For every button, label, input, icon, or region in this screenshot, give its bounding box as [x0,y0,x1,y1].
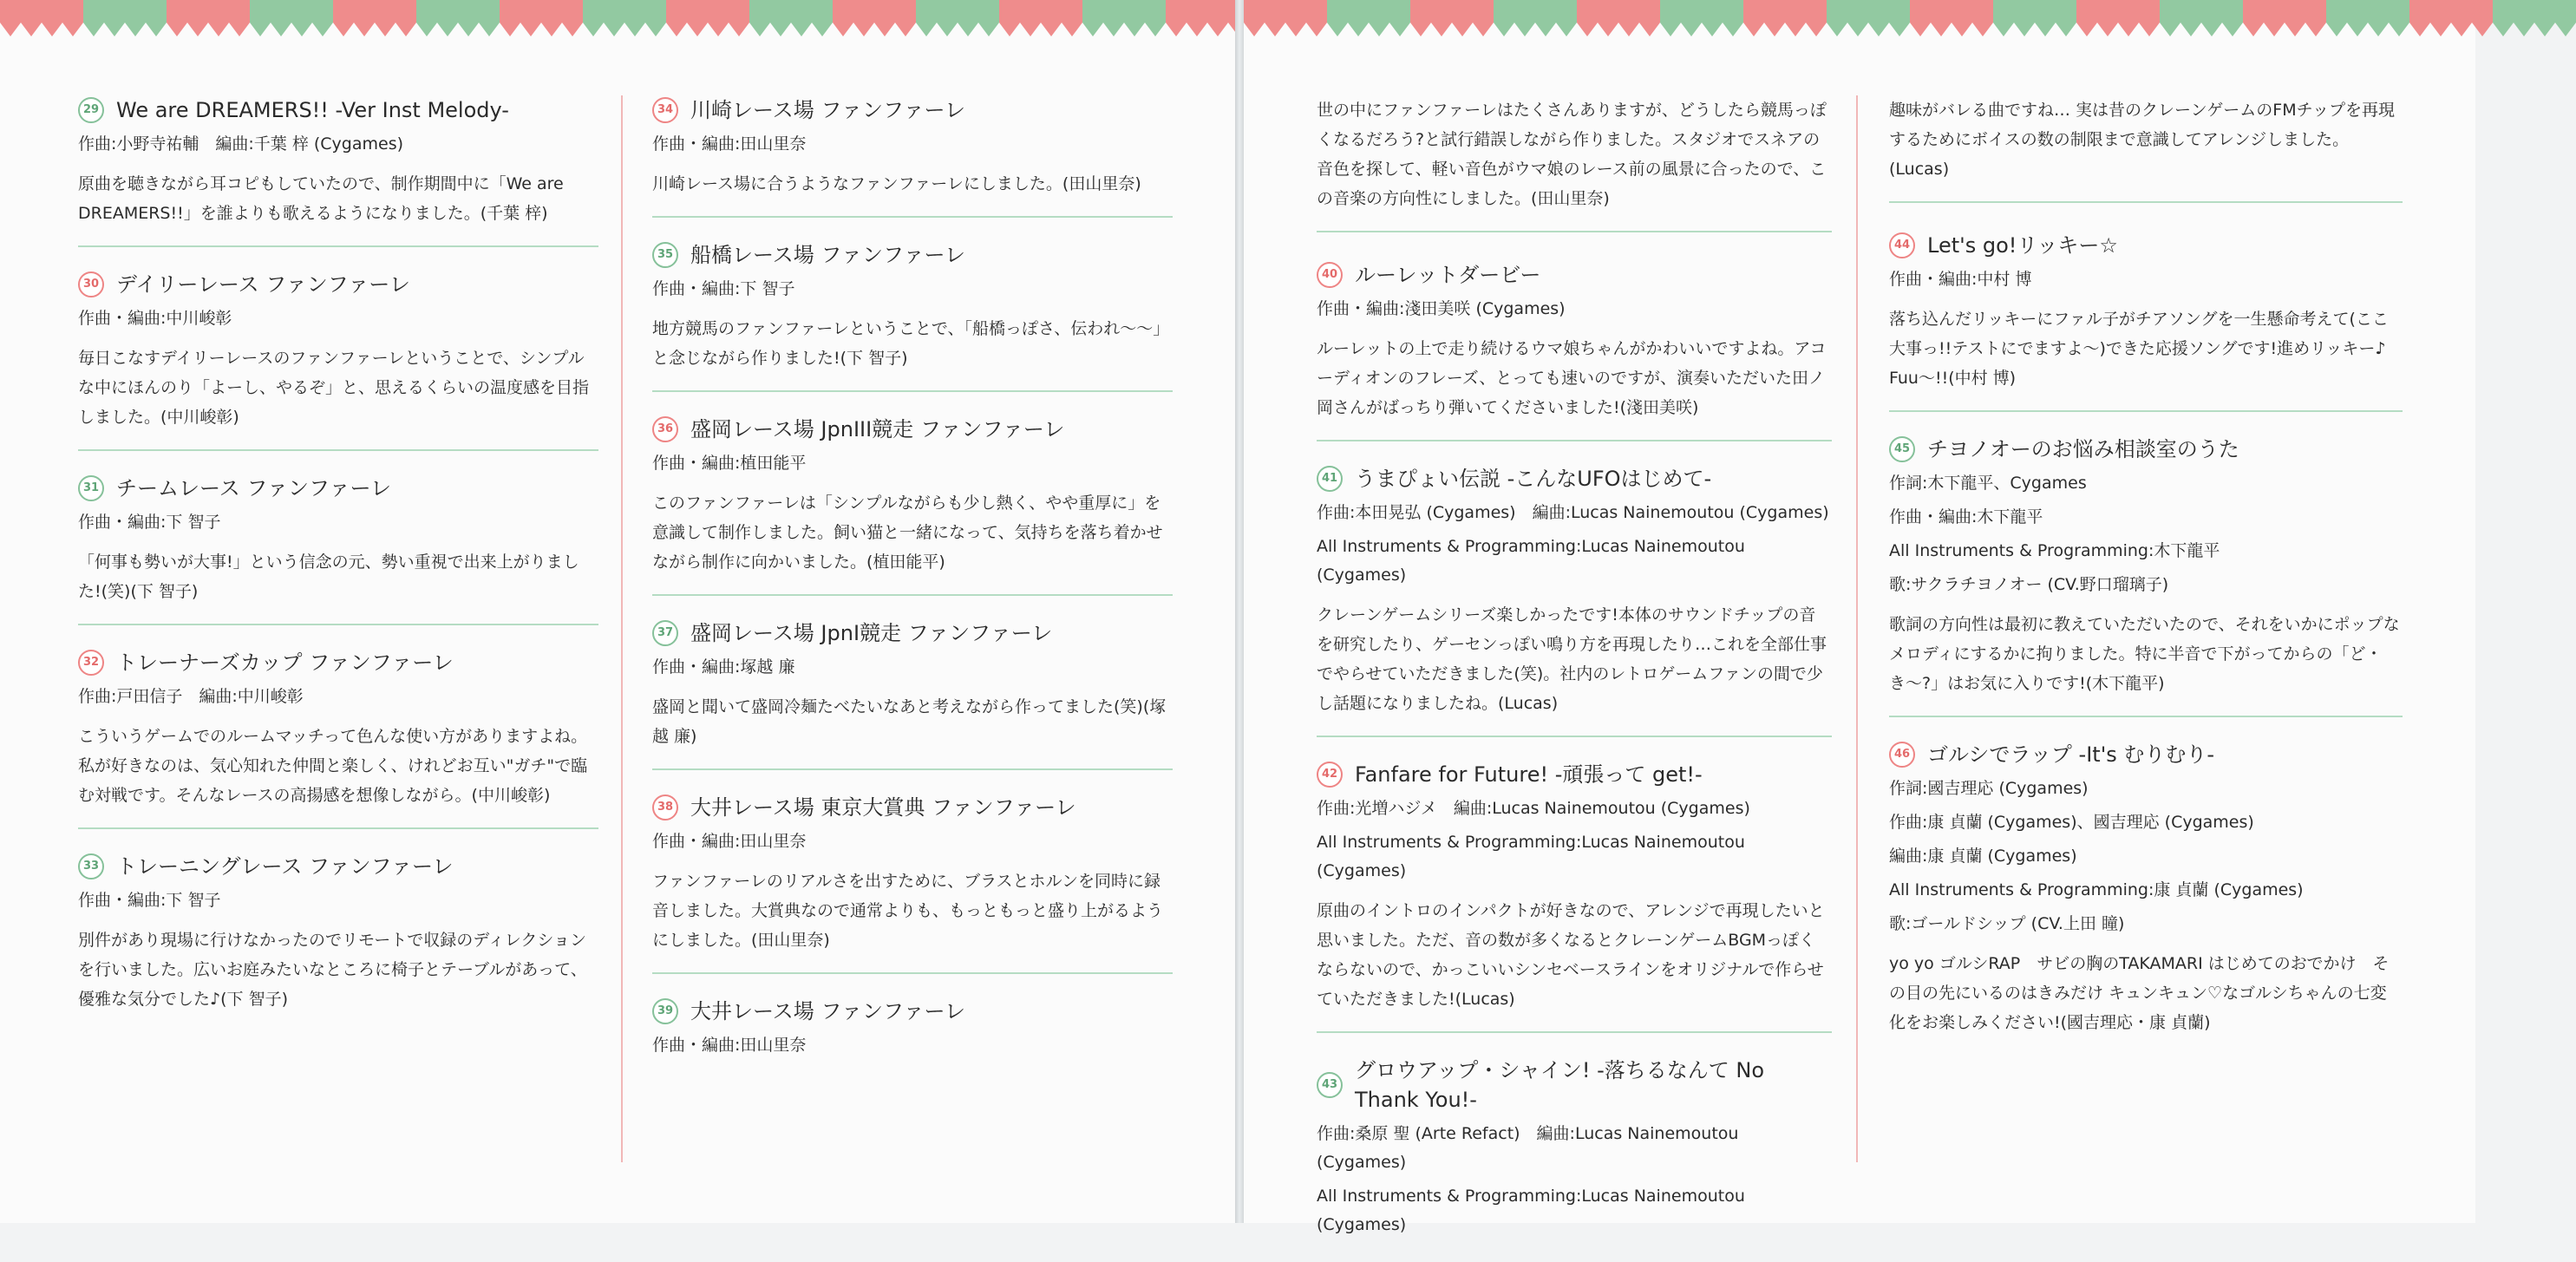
track-title-text: Let's go!リッキー☆ [1927,233,2118,258]
track-entry [1889,231,2403,412]
track-number-badge: 45 [1889,436,1915,462]
book-spine [1235,0,1244,1223]
track-entry [1317,260,1832,441]
track-credit: 作曲・編曲:田山里奈 [652,134,807,154]
track-entry [652,415,1173,596]
track-number-badge: 29 [78,97,104,123]
right-page [1244,0,2475,1234]
track-credit: 作曲:戸田信子 編曲:中川峻彰 [78,687,304,706]
track-entry [78,474,598,625]
track-title [1317,260,1832,290]
bunting-flag [2493,0,2576,36]
track-number-badge: 37 [652,620,678,646]
track-entry [652,618,1173,770]
track-number-badge: 46 [1889,742,1915,768]
bunting-flag [2243,0,2326,36]
continued-description: 趣味がバレる曲ですね… 実は昔のクレーンゲームのFMチップを再現するためにボイスの数の制限まで意識してアレンジしました。(Lucas) [1889,95,2403,203]
track-number-badge: 32 [78,650,104,676]
track-credit: All Instruments & Programming:康 貞蘭 (Cygames) [1889,880,2304,899]
track-description: 「何事も勢いが大事!」という信念の元、勢い重視で出来上がりました!(笑)(下 智子) [78,547,598,625]
track-credit: 作曲・編曲:中川峻彰 [78,309,232,328]
bunting-flag [666,0,749,36]
track-credit: All Instruments & Programming:Lucas Nainemoutou (Cygames) [1317,537,1745,585]
bunting-flag [1327,0,1410,36]
track-title-text: 盛岡レース場 JpnI競走 ファンファーレ [690,621,1053,645]
track-title-text: 船橋レース場 ファンファーレ [690,243,965,267]
track-credit: 作曲・編曲:木下龍平 [1889,507,2043,526]
track-credit: 作曲:小野寺祐輔 編曲:千葉 梓 (Cygames) [78,134,404,154]
track-number-badge: 39 [652,998,678,1024]
track-credit: 作曲・編曲:下 智子 [78,513,221,532]
track-number-badge: 42 [1317,762,1343,788]
bunting-banner [1244,0,2475,36]
bunting-flag [2160,0,2243,36]
bunting-flag [2326,0,2409,36]
track-credit: All Instruments & Programming:Lucas Nainemoutou (Cygames) [1317,833,1745,880]
track-title [1889,740,2403,769]
track-title-text: チームレース ファンファーレ [116,476,391,500]
bunting-flag [1910,0,1993,36]
track-title [652,240,1173,270]
bunting-flag [1244,0,1327,36]
track-description: 落ち込んだリッキーにファル子がチアソングを一生懸命考えて(ここ大事っ!!テストにでますよ〜)できた応援ソングです!進めリッキー♪ Fuu〜!!(中村 博) [1889,304,2403,412]
track-number-badge: 44 [1889,232,1915,258]
track-entry [652,95,1173,218]
track-credit: 作曲:康 貞蘭 (Cygames)、國吉理応 (Cygames) [1889,813,2254,832]
track-credit: 編曲:康 貞蘭 (Cygames) [1889,847,2077,866]
track-credit: 歌:ゴールドシップ (CV.上田 瞳) [1889,914,2125,933]
track-entry [1889,740,2403,1055]
bunting-flag [999,0,1082,36]
track-description: 歌詞の方向性は最初に教えていただいたので、それをいかにポップなメロディにするかに拘りました。特に半音で下がってからの「ど・き〜?」はお気に入りです!(木下龍平) [1889,610,2403,717]
track-entry [1889,435,2403,717]
bunting-flag [2076,0,2160,36]
track-number-badge: 35 [652,242,678,268]
bunting-flag [833,0,916,36]
bunting-flag [1410,0,1494,36]
track-entry [652,997,1173,1060]
track-description: クレーンゲームシリーズ楽しかったです!本体のサウンドチップの音を研究したり、ゲーセンっぽい鳴り方を再現したり…これを全部仕事でやらせていただきました(笑)。社内のレトロゲームファンの間で少し話題になりましたね。(Lucas) [1317,600,1832,737]
track-entry [78,852,598,1031]
track-description: 原曲のイントロのインパクトが好きなので、アレンジで再現したいと思いました。ただ、音の数が多くなるとクレーンゲームBGMっぽくならないので、かっこいいシンセベースラインをオリジナルで作らせていただきました!(Lucas) [1317,896,1832,1033]
track-title-text: 大井レース場 ファンファーレ [690,999,965,1023]
track-entry [652,240,1173,392]
track-description: 盛岡と聞いて盛岡冷麺たべたいなあと考えながら作ってました(笑)(塚越 廉) [652,692,1173,770]
column-2 [652,95,1173,1082]
track-title-text: 川崎レース場 ファンファーレ [690,98,965,122]
track-title [1889,435,2403,464]
continued-description: 世の中にファンファーレはたくさんありますが、どうしたら競馬っぽくなるだろう?と試行錯誤しながら作りました。スタジオでスネアの音色を探して、軽い音色がウマ娘のレース前の風景に合ったので、この音楽の方向性にしました。(田山里奈) [1317,95,1832,232]
track-title [652,415,1173,444]
track-number-badge: 33 [78,853,104,879]
track-entry [652,793,1173,974]
track-credit: 作詞:國吉理応 (Cygames) [1889,779,2089,798]
track-title [78,270,598,299]
track-title [78,852,598,881]
track-credit: 作曲・編曲:下 智子 [652,279,795,298]
track-credit: 作曲:本田晃弘 (Cygames) 編曲:Lucas Nainemoutou (Cygames) [1317,503,1829,522]
bunting-flag [749,0,833,36]
bunting-flag [83,0,167,36]
bunting-flag [1743,0,1827,36]
bunting-flag [167,0,250,36]
bunting-flag [500,0,583,36]
track-title-text: We are DREAMERS!! -Ver Inst Melody- [116,98,509,122]
track-description: 原曲を聴きながら耳コピもしていたので、制作期間中に「We are DREAMERS!!」を誰よりも歌えるようになりました。(千葉 梓) [78,169,598,247]
track-title [652,618,1173,648]
track-credit: 作曲・編曲:田山里奈 [652,832,807,851]
track-description: 毎日こなすデイリーレースのファンファーレということで、シンプルな中にほんのり「よーし、やるぞ」と、思えるくらいの温度感を目指しました。(中川峻彰) [78,343,598,451]
track-title-text: トレーナーズカップ ファンファーレ [116,651,454,675]
track-title [78,474,598,503]
track-title-text: チヨノオーのお悩み相談室のうた [1927,437,2239,461]
column-3 [1317,95,1832,1262]
track-credit: All Instruments & Programming:Lucas Nainemoutou (Cygames) [1317,1187,1745,1234]
bunting-flag [1577,0,1660,36]
track-entry [1317,1056,1832,1239]
track-entry [78,95,598,247]
track-title-text: 盛岡レース場 JpnIII競走 ファンファーレ [690,417,1065,441]
track-description: 地方競馬のファンファーレということで、「船橋っぽさ、伝われ〜〜」と念じながら作りました!(下 智子) [652,314,1173,392]
track-title [1317,760,1832,789]
track-credit: 作曲・編曲:田山里奈 [652,1036,807,1055]
track-number-badge: 30 [78,271,104,298]
track-description: yo yo ゴルシRAP サビの胸のTAKAMARI はじめてのおでかけ その目の先にいるのはきみだけ キュンキュン♡なゴルシちゃんの七変化をお楽しみください!(國吉理応・康 貞蘭) [1889,954,2390,1032]
track-title-text: ルーレットダービー [1355,263,1541,287]
track-credit: All Instruments & Programming:木下龍平 [1889,541,2220,560]
bunting-flag [333,0,416,36]
bunting-flag [416,0,500,36]
bunting-flag [1827,0,1910,36]
track-title [78,95,598,125]
track-title-text: デイリーレース ファンファーレ [116,272,410,297]
track-description: 川崎レース場に合うようなファンファーレにしました。(田山里奈) [652,169,1173,218]
bunting-flag [1494,0,1577,36]
track-description: このファンファーレは「シンプルながらも少し熱く、やや重厚に」を意識して制作しました。飼い猫と一緒になって、気持ちを落ち着かせながら制作に向かいました。(植田能平) [652,488,1173,596]
column-1 [78,95,598,1054]
track-number-badge: 38 [652,794,678,821]
column-4 [1889,95,2403,1077]
track-entry [78,270,598,451]
track-number-badge: 41 [1317,466,1343,492]
bunting-flag [916,0,999,36]
left-page [0,0,1235,1223]
track-description: ファンファーレのリアルさを出すために、ブラスとホルンを同時に録音しました。大賞典なので通常よりも、もっともっと盛り上がるようにしました。(田山里奈) [652,866,1173,974]
column-divider [621,95,623,1162]
track-credit: 歌:サクラチヨノオー (CV.野口瑠璃子) [1889,575,2169,594]
bunting-flag [1082,0,1166,36]
track-title-text: ゴルシでラップ -It's むりむり- [1927,742,2215,767]
track-entry [1317,464,1832,737]
track-credit: 作曲:光増ハジメ 編曲:Lucas Nainemoutou (Cygames) [1317,799,1750,818]
bunting-flag [250,0,333,36]
track-title [1317,464,1832,494]
track-number-badge: 31 [78,475,104,501]
track-credit: 作曲・編曲:植田能平 [652,454,807,473]
bunting-flag [583,0,666,36]
track-credit: 作曲・編曲:下 智子 [78,891,221,910]
bunting-flag [1993,0,2076,36]
bunting-flag [1660,0,1743,36]
track-title-text: Fanfare for Future! -頑張って get!- [1355,762,1703,787]
track-title-text: グロウアップ・シャイン! -落ちるなんて No Thank You!- [1355,1058,1765,1112]
track-entry [1317,760,1832,1033]
track-credit: 作曲・編曲:淺田美咲 (Cygames) [1317,299,1566,318]
track-title [652,95,1173,125]
track-title-text: トレーニングレース ファンファーレ [116,854,454,879]
track-number-badge: 43 [1317,1072,1343,1098]
track-number-badge: 40 [1317,262,1343,288]
bunting-flag [2409,0,2493,36]
track-title [652,793,1173,822]
track-title [652,997,1173,1026]
track-description: 別件があり現場に行けなかったのでリモートで収録のディレクションを行いました。広いお庭みたいなところに椅子とテーブルがあって、優雅な気分でした♪(下 智子) [78,931,587,1009]
track-credit: 作曲・編曲:塚越 廉 [652,657,795,677]
track-entry [78,648,598,829]
track-credit: 作曲・編曲:中村 博 [1889,270,2032,289]
track-title [78,648,598,677]
track-title-text: うまぴょい伝説 -こんなUFOはじめて- [1355,467,1712,491]
track-title-text: 大井レース場 東京大賞典 ファンファーレ [690,795,1076,820]
track-credit: 作曲:桑原 聖 (Arte Refact) 編曲:Lucas Nainemoutou (Cygames) [1317,1124,1739,1172]
track-description: こういうゲームでのルームマッチって色んな使い方がありますよね。私が好きなのは、気心知れた仲間と楽しく、けれどお互い"ガチ"で臨む対戦です。そんなレースの高揚感を想像しながら。(中川峻彰) [78,722,598,829]
track-description: ルーレットの上で走り続けるウマ娘ちゃんがかわいいですよね。アコーディオンのフレーズ、とっても速いのですが、演奏いただいた田ノ岡さんがばっちり弾いてくださいました!(淺田美咲) [1317,334,1832,441]
bunting-banner [0,0,1235,36]
track-title [1317,1056,1832,1115]
track-credit: 作詞:木下龍平、Cygames [1889,474,2087,493]
bunting-flag [0,0,83,36]
track-number-badge: 34 [652,97,678,123]
track-number-badge: 36 [652,416,678,442]
track-title [1889,231,2403,260]
column-divider [1856,95,1858,1162]
